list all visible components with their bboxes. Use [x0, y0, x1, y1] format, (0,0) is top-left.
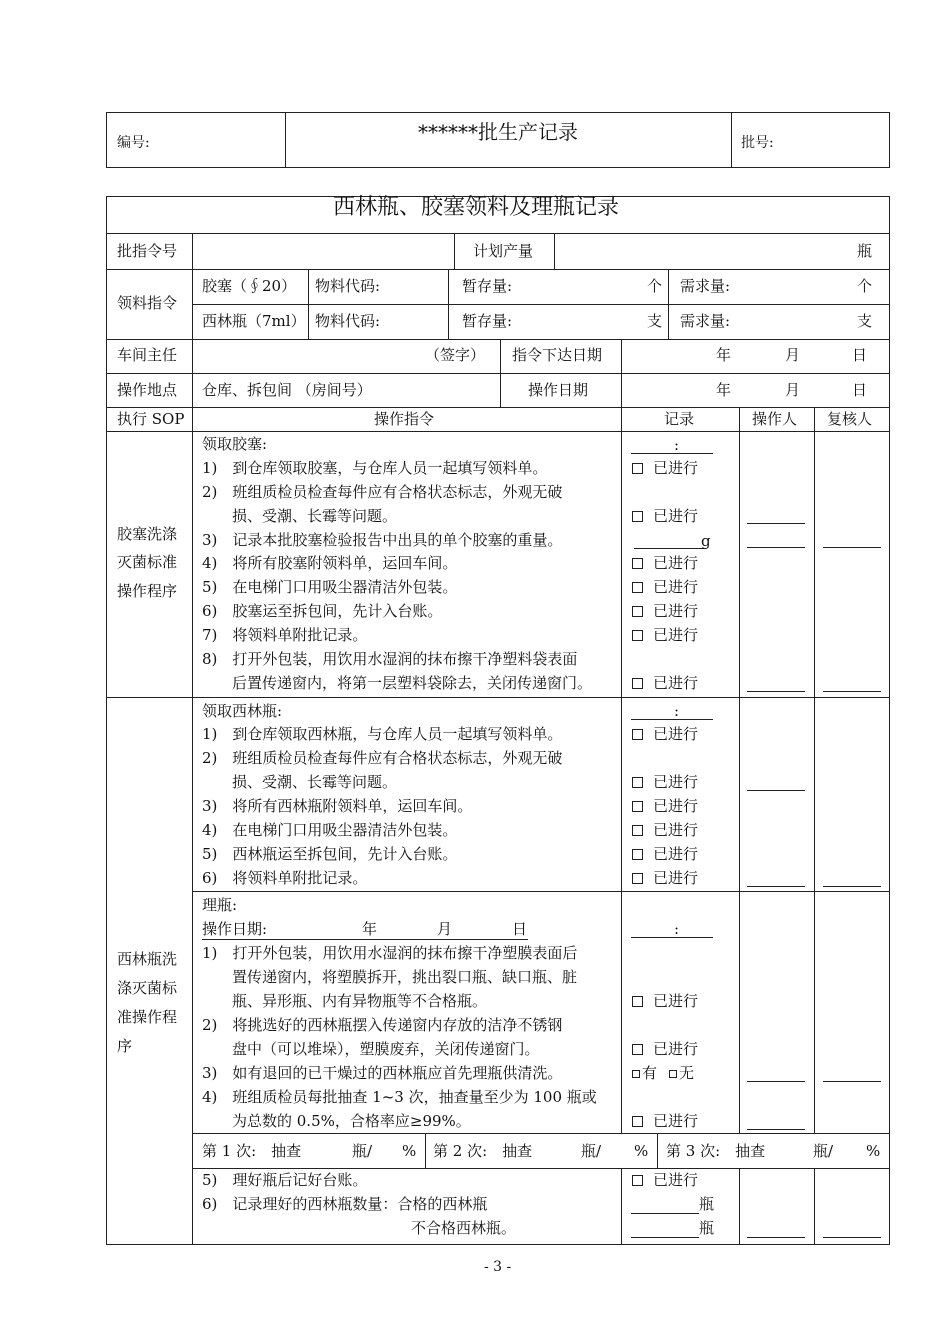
vial-stock-label: 暂存量:	[462, 312, 513, 330]
issue-date-label: 指令下达日期	[512, 346, 603, 364]
checkbox-icon[interactable]	[632, 873, 643, 884]
reviewer-blank[interactable]	[823, 691, 881, 692]
time-colon: :	[674, 436, 680, 454]
sop2-line: 西林瓶洗	[117, 950, 178, 968]
vial-code-label: 物料代码:	[315, 312, 381, 330]
issue-year: 年	[716, 346, 732, 364]
sort-done-4[interactable]: 已进行	[632, 1114, 698, 1129]
s2-line: 4) 在电梯门口用吸尘器清洁外包装。	[202, 821, 458, 839]
s2-line: 2) 班组质检员检查每件应有合格状态标志，外观无破	[202, 749, 563, 767]
check-2-unit: 瓶/	[581, 1142, 602, 1160]
operator-blank[interactable]	[747, 691, 805, 692]
s1-line: 4) 将所有胶塞附领料单，运回车间。	[202, 554, 458, 572]
sort-date-underline[interactable]	[202, 939, 528, 940]
time-blank[interactable]	[631, 937, 713, 938]
issue-day: 日	[852, 346, 868, 364]
issue-month: 月	[785, 346, 801, 364]
check-2-pct: %	[634, 1142, 649, 1160]
sop2-line: 准操作程	[117, 1008, 178, 1026]
op-day: 日	[852, 381, 868, 399]
vial-need-unit: 支	[857, 312, 873, 330]
checkbox-icon[interactable]	[632, 1116, 643, 1127]
sort-yes-no[interactable]: 有 无	[632, 1066, 694, 1081]
pick-instr-label: 领料指令	[117, 294, 178, 312]
col-reviewer: 复核人	[827, 410, 873, 428]
s1-line: 1) 到仓库领取胶塞，与仓库人员一起填写领料单。	[202, 459, 548, 477]
plan-unit: 瓶	[857, 242, 873, 260]
s2-done-5[interactable]: 已进行	[632, 847, 698, 862]
checkbox-icon[interactable]	[632, 777, 643, 788]
s1-line: 3) 记录本批胶塞检验报告中出具的单个胶塞的重量。	[202, 531, 563, 549]
weight-unit: g	[701, 532, 711, 550]
checkbox-icon[interactable]	[632, 1044, 643, 1055]
operator-blank[interactable]	[747, 1129, 805, 1130]
header-divider	[731, 112, 732, 168]
check-1-label: 第 1 次: 抽查	[202, 1142, 302, 1160]
checkbox-icon[interactable]	[632, 849, 643, 860]
checkbox-icon[interactable]	[632, 558, 643, 569]
sort-line: 瓶、异形瓶、内有异物瓶等不合格瓶。	[202, 992, 488, 1010]
operator-blank[interactable]	[747, 547, 805, 548]
s1-line: 2) 班组质检员检查每件应有合格状态标志，外观无破	[202, 483, 563, 501]
s1-done-2[interactable]: 已进行	[632, 509, 698, 524]
sort-day: 日	[512, 920, 528, 938]
s2-done-1[interactable]: 已进行	[632, 727, 698, 742]
s1-line: 6) 胶塞运至拆包间，先计入台账。	[202, 602, 443, 620]
sort-line: 1) 打开外包装，用饮用水湿润的抹布擦干净塑膜表面后	[202, 944, 578, 962]
vial-name: 西林瓶（7ml）	[202, 312, 306, 330]
sort-done-2[interactable]: 已进行	[632, 1042, 698, 1057]
checkbox-icon[interactable]	[632, 511, 643, 522]
sort-month: 月	[437, 920, 453, 938]
final-line: 不合格西林瓶。	[411, 1219, 517, 1237]
s1-done-1[interactable]: 已进行	[632, 461, 698, 476]
s1-done-7[interactable]: 已进行	[632, 628, 698, 643]
location-value: 仓库、拆包间 （房间号）	[202, 381, 372, 399]
operator-blank[interactable]	[747, 523, 805, 524]
col-sop: 执行 SOP	[117, 410, 185, 428]
reviewer-blank[interactable]	[823, 1237, 881, 1238]
sop2-line: 序	[117, 1037, 133, 1055]
sort-line: 4) 班组质检员每批抽查 1~3 次，抽查量至少为 100 瓶或	[202, 1088, 597, 1106]
check-3-label: 第 3 次: 抽查	[666, 1142, 766, 1160]
header-divider	[285, 112, 286, 168]
final-line: 6) 记录理好的西林瓶数量：合格的西林瓶	[202, 1195, 488, 1213]
sort-title: 理瓶:	[202, 896, 238, 914]
sign-label: （签字）	[425, 346, 486, 364]
doc-title: ******批生产记录	[418, 120, 578, 144]
time-blank[interactable]	[631, 453, 713, 454]
final-done[interactable]: 已进行	[632, 1173, 698, 1188]
s1-line: 领取胶塞:	[202, 435, 268, 453]
s1-done-4[interactable]: 已进行	[632, 556, 698, 571]
s2-line: 5) 西林瓶运至拆包间，先计入台账。	[202, 845, 458, 863]
sort-year: 年	[362, 920, 378, 938]
stopper-need-unit: 个	[857, 277, 873, 295]
qualified-count-blank[interactable]	[631, 1213, 699, 1214]
sort-done-1[interactable]: 已进行	[632, 994, 698, 1009]
s1-done-8[interactable]: 已进行	[632, 676, 698, 691]
s2-done-6[interactable]: 已进行	[632, 871, 698, 886]
vial-need-label: 需求量:	[680, 312, 731, 330]
sop1-line: 胶塞洗涤	[117, 525, 178, 543]
time-colon: :	[674, 702, 680, 720]
checkbox-icon[interactable]	[632, 463, 643, 474]
s2-line: 领取西林瓶:	[202, 702, 283, 720]
batch-instr-label: 批指令号	[117, 242, 178, 260]
check-1-unit: 瓶/	[352, 1142, 373, 1160]
location-label: 操作地点	[117, 381, 178, 399]
s1-done-6[interactable]: 已进行	[632, 604, 698, 619]
s2-done-3[interactable]: 已进行	[632, 799, 698, 814]
final-line: 5) 理好瓶后记好台账。	[202, 1171, 368, 1189]
unqualified-unit: 瓶	[699, 1219, 715, 1237]
form-title: 西林瓶、胶塞领料及理瓶记录	[333, 195, 620, 220]
checkbox-icon[interactable]	[632, 801, 643, 812]
batch-label: 批号:	[741, 135, 774, 151]
op-date-label: 操作日期	[528, 381, 589, 399]
col-instr: 操作指令	[374, 410, 435, 428]
s2-done-4[interactable]: 已进行	[632, 823, 698, 838]
stopper-name: 胶塞（∮20）	[202, 277, 297, 295]
qualified-unit: 瓶	[699, 1195, 715, 1213]
weight-blank[interactable]	[634, 548, 706, 549]
stopper-stock-unit: 个	[647, 277, 663, 295]
checkbox-icon[interactable]	[632, 825, 643, 836]
time-colon: :	[674, 920, 680, 938]
s2-line: 3) 将所有西林瓶附领料单，运回车间。	[202, 797, 473, 815]
operator-blank[interactable]	[747, 886, 805, 887]
operator-blank[interactable]	[747, 790, 805, 791]
sort-line: 2) 将挑选好的西林瓶摆入传递窗内存放的洁净不锈钢	[202, 1016, 563, 1034]
sort-line: 为总数的 0.5%，合格率应≥99%。	[202, 1112, 471, 1130]
s1-line: 后置传递窗内，将第一层塑料袋除去，关闭传递窗门。	[202, 674, 593, 692]
col-record: 记录	[664, 410, 695, 428]
sop2-line: 涤灭菌标	[117, 979, 178, 997]
plan-qty-label: 计划产量	[473, 242, 534, 260]
check-1-pct: %	[402, 1142, 417, 1160]
s2-line: 损、受潮、长霉等问题。	[202, 773, 398, 791]
checkbox-icon[interactable]	[632, 630, 643, 641]
operator-blank[interactable]	[747, 1081, 805, 1082]
s2-line: 1) 到仓库领取西林瓶，与仓库人员一起填写领料单。	[202, 725, 563, 743]
reviewer-blank[interactable]	[823, 1081, 881, 1082]
sort-date-label: 操作日期:	[202, 920, 268, 938]
sort-line: 盘中（可以堆垛），塑膜废弃，关闭传递窗门。	[202, 1040, 540, 1058]
checkbox-icon[interactable]	[632, 678, 643, 689]
s1-done-5[interactable]: 已进行	[632, 580, 698, 595]
sort-line: 3) 如有退回的已干燥过的西林瓶应首先理瓶供清洗。	[202, 1064, 563, 1082]
checkbox-icon[interactable]	[632, 1070, 640, 1078]
check-3-pct: %	[866, 1142, 881, 1160]
vial-stock-unit: 支	[647, 312, 663, 330]
col-operator: 操作人	[752, 410, 798, 428]
reviewer-blank[interactable]	[823, 547, 881, 548]
s1-line: 8) 打开外包装，用饮用水湿润的抹布擦干净塑料袋表面	[202, 650, 578, 668]
sop1-line: 灭菌标准	[117, 553, 178, 571]
stopper-code-label: 物料代码:	[315, 277, 381, 295]
page-number: - 3 -	[484, 1259, 512, 1275]
sop1-line: 操作程序	[117, 582, 178, 600]
checkbox-icon[interactable]	[632, 1175, 643, 1186]
checkbox-icon[interactable]	[632, 606, 643, 617]
check-2-label: 第 2 次: 抽查	[433, 1142, 533, 1160]
s1-line: 损、受潮、长霉等问题。	[202, 507, 398, 525]
op-month: 月	[785, 381, 801, 399]
checkbox-icon[interactable]	[632, 729, 643, 740]
s2-done-2[interactable]: 已进行	[632, 775, 698, 790]
unqualified-count-blank[interactable]	[631, 1237, 699, 1238]
checkbox-icon[interactable]	[632, 582, 643, 593]
check-3-unit: 瓶/	[813, 1142, 834, 1160]
checkbox-icon[interactable]	[669, 1070, 677, 1078]
code-label: 编号:	[117, 135, 150, 151]
checkbox-icon[interactable]	[632, 996, 643, 1007]
supervisor-label: 车间主任	[117, 346, 178, 364]
stopper-stock-label: 暂存量:	[462, 277, 513, 295]
operator-blank[interactable]	[747, 1237, 805, 1238]
reviewer-blank[interactable]	[823, 886, 881, 887]
s1-line: 7) 将领料单附批记录。	[202, 626, 368, 644]
s2-line: 6) 将领料单附批记录。	[202, 869, 368, 887]
s1-line: 5) 在电梯门口用吸尘器清洁外包装。	[202, 578, 458, 596]
time-blank[interactable]	[631, 719, 713, 720]
sort-line: 置传递窗内，将塑膜拆开，挑出裂口瓶、缺口瓶、脏	[202, 968, 578, 986]
op-year: 年	[716, 381, 732, 399]
stopper-need-label: 需求量:	[680, 277, 731, 295]
